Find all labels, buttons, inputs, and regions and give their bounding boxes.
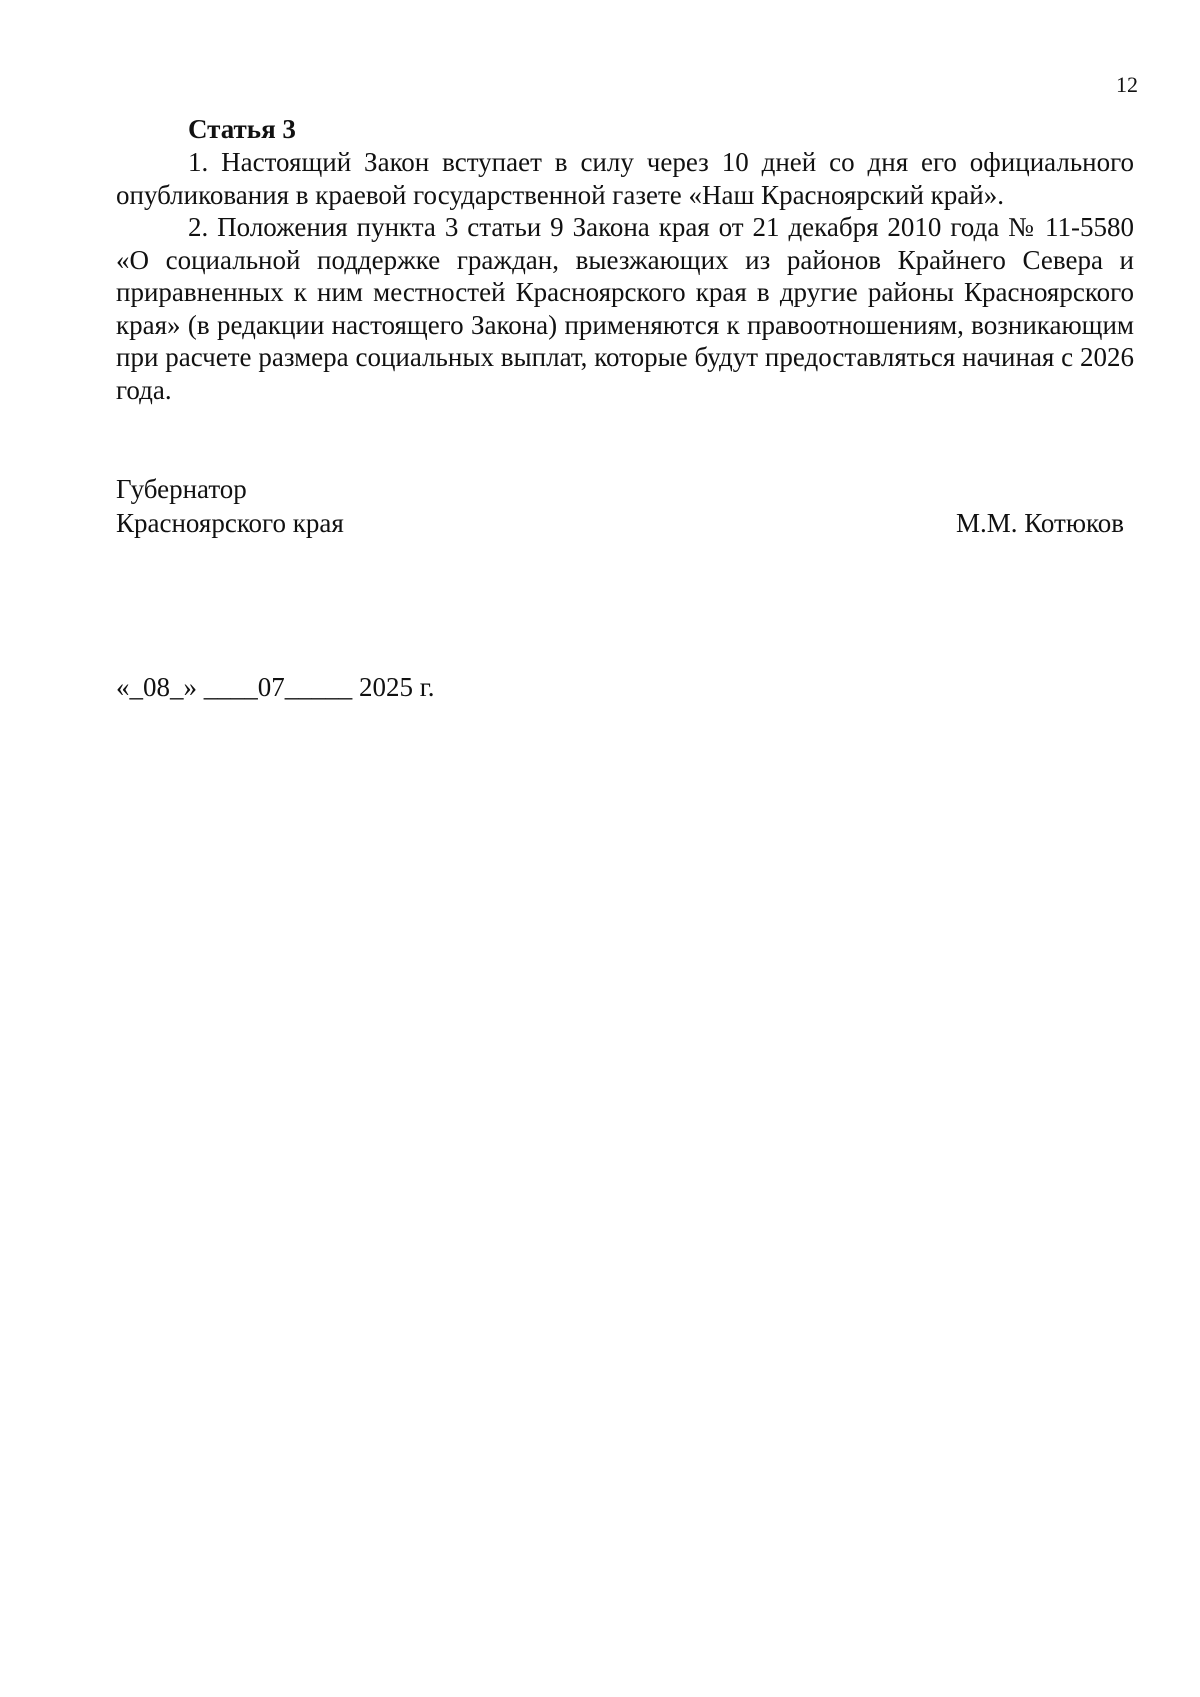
signer-title-line-1: Губернатор <box>116 474 247 504</box>
signer-name: М.М. Котюков <box>955 508 1124 538</box>
article-paragraph-1: 1. Настоящий Закон вступает в силу через 10 дней со дня его официального опубликования в краевой государственной газете «Наш Красноярский край». <box>116 147 1134 210</box>
signer-title-line-2: Красноярского края <box>116 508 344 538</box>
signature-block <box>116 472 1132 540</box>
article-section <box>116 112 1134 406</box>
article-heading: Статья 3 <box>188 114 296 144</box>
article-paragraph-2: 2. Положения пункта 3 статьи 9 Закона края от 21 декабря 2010 года № 11-5580 «О социальной поддержке граждан, выезжающих из районов Крайнего Севера и приравненных к ним местностей Красноярского края в другие районы Красноярского края» (в редакции настоящего Закона) применяются к правоотношениям, возникающим при расчете размера социальных выплат, которые будут предоставляться начиная с 2026 года. <box>116 212 1134 405</box>
signing-date: «_08_» ____07_____ 2025 г. <box>116 672 435 702</box>
page-number: 12 <box>1116 72 1138 97</box>
signature-row <box>116 506 1132 540</box>
